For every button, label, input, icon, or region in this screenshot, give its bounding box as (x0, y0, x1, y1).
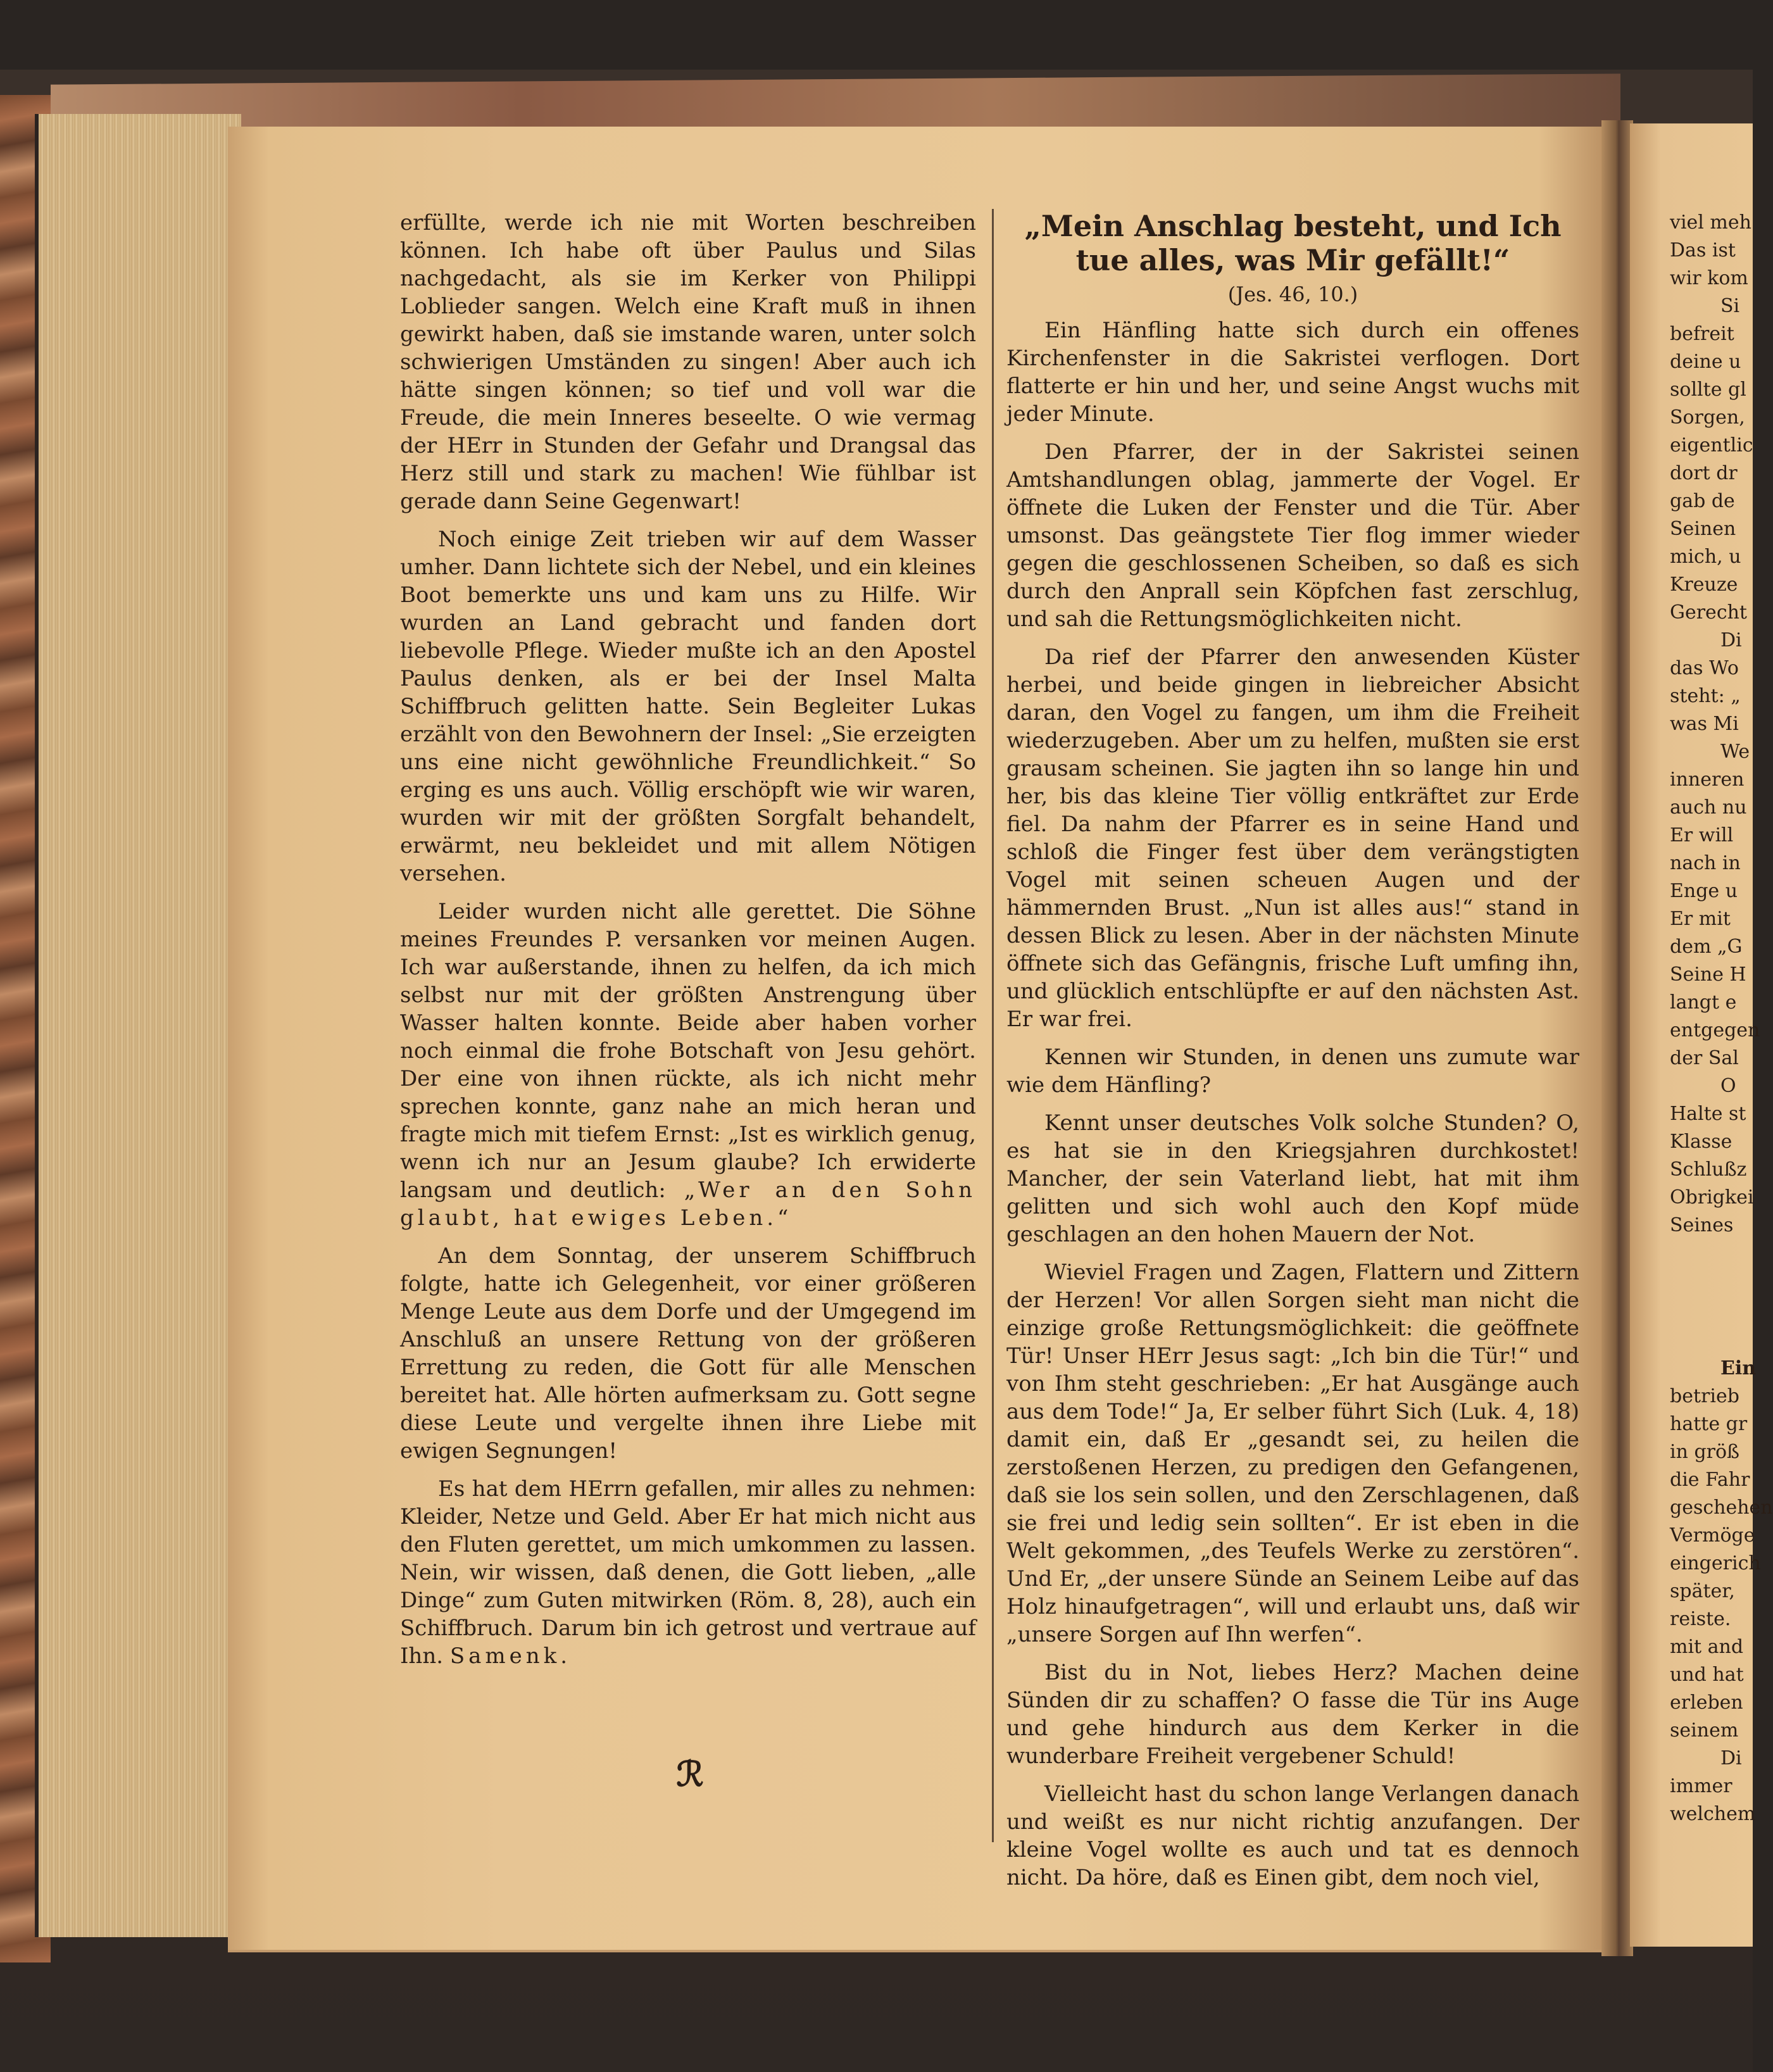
fragment-line: der Sal (1670, 1047, 1739, 1069)
paragraph: erfüllte, werde ich nie mit Worten beschreiben können. Ich habe oft über Paulus und Silas nachgedacht, als sie im Kerker von Philippi Loblieder sangen. Welch eine Kraft muß in ihnen gewirkt haben, daß sie imstande waren, unter solch schwierigen Umständen zu singen! Aber auch ich hätte singen können; so tief und voll war die Freude, die mein Inneres beseelte. O wie vermag der HErr in Stunden der Gefahr und Drangsal das Herz still und stark zu machen! Wie fühlbar ist gerade dann Seine Gegenwart! (400, 210, 976, 514)
paragraph: Kennen wir Stunden, in denen uns zumute war wie dem Hänfling? (1006, 1045, 1579, 1098)
fragment-line: befreit (1670, 323, 1734, 345)
fragment-line: Das ist (1670, 239, 1736, 261)
fragment-line: dem „G (1670, 936, 1743, 958)
fragment-line: wir kom (1670, 267, 1748, 289)
paragraph: Bist du in Not, liebes Herz? Machen deine Sünden dir zu schaffen? O fasse die Tür ins Auge und gehe hindurch aus dem Kerker in die wunderbare Freiheit vergebener Schuld! (1006, 1660, 1579, 1769)
fragment-line: hatte gr (1670, 1413, 1748, 1435)
paragraph (400, 898, 976, 1232)
page-stack-edge (35, 114, 241, 1937)
fragment-line: Di (1720, 1747, 1742, 1769)
fragment-line: Seines (1670, 1214, 1734, 1236)
fragment-line: viel meh (1670, 211, 1751, 234)
fragment-line: Gerecht (1670, 601, 1747, 624)
next-page-fragment-bottom (1670, 1355, 1773, 1828)
fragment-line: deine u (1670, 351, 1741, 373)
right-text-column (1006, 209, 1579, 1902)
fragment-line: dort dr (1670, 462, 1738, 484)
fragment-line: Er mit (1670, 908, 1731, 930)
next-page-fragment-top (1670, 209, 1760, 1240)
column-divider (992, 209, 994, 1842)
paragraph: Wieviel Fragen und Zagen, Flattern und Zittern der Herzen! Vor allen Sorgen sieht man nicht die einzige große Rettungsmöglichkeit: die geöffnete Tür! Unser HErr Jesus sagt: „Ich bin die Tür!“ und von Ihm steht geschrieben: „Er hat Ausgänge auch aus dem Tode!“ Ja, Er selber führt Sich (Luk. 4, 18) damit ein, daß Er „gesandt sei, zu heilen die zerstoßenen Herzen, zu predigen den Gefangenen, daß sie los sein sollen, und den Zerschlagenen, daß sie frei und ledig sein sollten“. Er ist eben in die Welt gekommen, „des Teufels Werke zu zerstören“. Und Er, „der unsere Sünde an Seinem Leibe auf das Holz hinaufgetragen“, will und erlaubt uns, daß wir „unsere Sorgen auf Ihn werfen“. (1006, 1260, 1579, 1647)
fragment-line: immer (1670, 1775, 1732, 1797)
fragment-line: eigentlic (1670, 434, 1753, 456)
fragment-line: gab de (1670, 490, 1735, 512)
fragment-line: sollte gl (1670, 379, 1746, 401)
paragraph (400, 1475, 976, 1670)
fragment-line: Schlußz (1670, 1158, 1747, 1181)
fragment-line: Seinen (1670, 518, 1736, 540)
fragment-line: Seine H (1670, 964, 1746, 986)
fragment-line: reiste. (1670, 1608, 1731, 1630)
ornament-mark: ℛ (676, 1754, 704, 1794)
fragment-line: Klasse (1670, 1131, 1732, 1153)
fragment-line: We (1720, 741, 1750, 763)
fragment-line: Vermöge (1670, 1524, 1755, 1547)
paragraph: Den Pfarrer, der in der Sakristei seinen Amtshandlungen oblag, jammerte der Vogel. Er öffnete die Luken der Fenster und die Tür. Aber umsonst. Das geängstete Tier flog immer wieder gegen die geschlossenen Scheiben, so daß es sich durch den Anprall sein Köpfchen fast zerschlug, und sah die Rettungsmöglichkeiten nicht. (1006, 439, 1579, 632)
fragment-line: später, (1670, 1580, 1735, 1602)
fragment-line: Si (1720, 295, 1740, 317)
paragraph: An dem Sonntag, der unserem Schiffbruch folgte, hatte ich Gelegenheit, vor einer größeren Menge Leute aus dem Dorfe und der Umgegend im Anschluß an unsere Rettung von der größeren Errettung zu reden, die Gott für alle Menschen bereitet hat. Alle hörten aufmerksam zu. Gott segne diese Leute und vergelte ihnen ihre Liebe mit ewigen Segnungen! (400, 1243, 976, 1464)
bible-reference: (Jes. 46, 10.) (1227, 282, 1358, 306)
fragment-line: Enge u (1670, 880, 1738, 902)
fragment-line: seinem (1670, 1719, 1739, 1742)
paragraph: Kennt unser deutsches Volk solche Stunden? O, es hat sie in den Kriegsjahren durchkostet! Mancher, der sein Vaterland liebt, hat mit ihm gelitten und sich wohl auch den Kopf müde geschlagen an den hohen Mauern der Not. (1006, 1110, 1579, 1247)
fragment-line: mich, u (1670, 546, 1741, 568)
paragraph: Vielleicht hast du schon lange Verlangen danach und weißt es nur nicht richtig anzufangen. Der kleine Vogel wollte es auch und tat es dennoch nicht. Da höre, daß es Einen gibt, dem noch viel, (1006, 1781, 1579, 1890)
paragraph-text: Leider wurden nicht alle gerettet. Die Söhne meines Freundes P. versanken vor meinen Augen. Ich war außerstande, ihnen zu helfen, da ich mich selbst nur mit der größten Anstrengung über Wasser halten konnte. Beide aber haben vorher noch einmal die frohe Botschaft von Jesu gehört. Der eine von ihnen rückte, als ich nicht mehr sprechen konnte, ganz nahe an mich heran und fragte mich mit tiefem Ernst: „Ist es wirklich genug, wenn ich nur an Jesum glaube? Ich erwiderte langsam und deutlich: (400, 899, 976, 1203)
fragment-line: was Mi (1670, 713, 1739, 735)
fragment-line: langt e (1670, 991, 1737, 1014)
article-title: „Mein Anschlag besteht, und Ich tue alles, was Mir gefällt!“ (1024, 209, 1562, 277)
fragment-line: Er will (1670, 824, 1734, 846)
closing-word: Samenk. (449, 1643, 572, 1669)
fragment-line: geschehen (1670, 1497, 1773, 1519)
fragment-line: mit and (1670, 1636, 1744, 1658)
fragment-line: entgegen (1670, 1019, 1760, 1041)
fragment-line: auch nu (1670, 796, 1747, 819)
fragment-line: und hat (1670, 1664, 1744, 1686)
fragment-line: Ein (1720, 1357, 1757, 1379)
fragment-line: Halte st (1670, 1103, 1746, 1125)
left-text-column (400, 209, 976, 1680)
fragment-line: Kreuze (1670, 574, 1738, 596)
fragment-line: inneren (1670, 769, 1745, 791)
fragment-line: nach in (1670, 852, 1741, 874)
fragment-line: betrieb (1670, 1385, 1739, 1407)
fragment-line: welchem (1670, 1803, 1756, 1825)
fragment-line: steht: „ (1670, 685, 1741, 707)
paragraph: Noch einige Zeit trieben wir auf dem Wasser umher. Dann lichtete sich der Nebel, und ein kleines Boot bemerkte uns und kam uns zu Hilfe. Wir wurden an Land gebracht und fanden dort liebevolle Pflege. Wieder mußte ich an den Apostel Paulus denken, als er bei der Insel Malta Schiffbruch gelitten hatte. Sein Begleiter Lukas erzählt von den Bewohnern der Insel: „Sie erzeigten uns eine nicht gewöhnliche Freundlichkeit.“ So erging es uns auch. Völlig erschöpft wie wir waren, wurden wir mit der größten Sorgfalt behandelt, erwärmt, neu bekleidet und mit allem Nötigen versehen. (400, 527, 976, 886)
fragment-line: das Wo (1670, 657, 1739, 679)
fragment-line: O (1720, 1075, 1736, 1097)
paragraph-text: Es hat dem HErrn gefallen, mir alles zu nehmen: Kleider, Netze und Geld. Aber Er hat mich nicht aus den Fluten gerettet, um mich umkommen zu lassen. Nein, wir wissen, daß denen, die Gott lieben, „alle Dinge“ zum Guten mitwirken (Röm. 8, 28), auch ein Schiffbruch. Darum bin ich getrost und vertraue auf Ihn. (400, 1476, 976, 1669)
fragment-line: Obrigkei (1670, 1186, 1754, 1209)
book-gutter (1601, 120, 1633, 1956)
spaced-quote: „Wer an den Sohn glaubt, hat ewiges Leben.“ (400, 1177, 976, 1231)
fragment-line: Sorgen, (1670, 406, 1745, 429)
paragraph: Da rief der Pfarrer den anwesenden Küster herbei, und beide gingen in liebreicher Absicht daran, den Vogel zu fangen, um ihm die Freiheit wiederzugeben. Aber um zu helfen, mußten sie erst grausam scheinen. Sie jagten ihn so lange hin und her, bis das kleine Tier völlig entkräftet zur Erde fiel. Da nahm der Pfarrer es in seine Hand und schloß die Finger fest über dem verängstigten Vogel mit seinen scheuen Augen und der hämmernden Brust. „Nun ist alles aus!“ stand in dessen Blick zu lesen. Aber in der nächsten Minute öffnete sich das Gefängnis, frische Luft umfing ihn, und glücklich entschlüpfte er auf den nächsten Ast. Er war frei. (1006, 644, 1579, 1032)
fragment-line: in größ (1670, 1441, 1740, 1463)
fragment-line: die Fahr (1670, 1469, 1750, 1491)
fragment-line: eingerich (1670, 1552, 1761, 1574)
fragment-line: erleben (1670, 1692, 1743, 1714)
paragraph: Ein Hänfling hatte sich durch ein offenes Kirchenfenster in die Sakristei verflogen. Dort flatterte er hin und her, und seine Angst wuchs mit jeder Minute. (1006, 318, 1579, 427)
fragment-line: Di (1720, 629, 1742, 651)
